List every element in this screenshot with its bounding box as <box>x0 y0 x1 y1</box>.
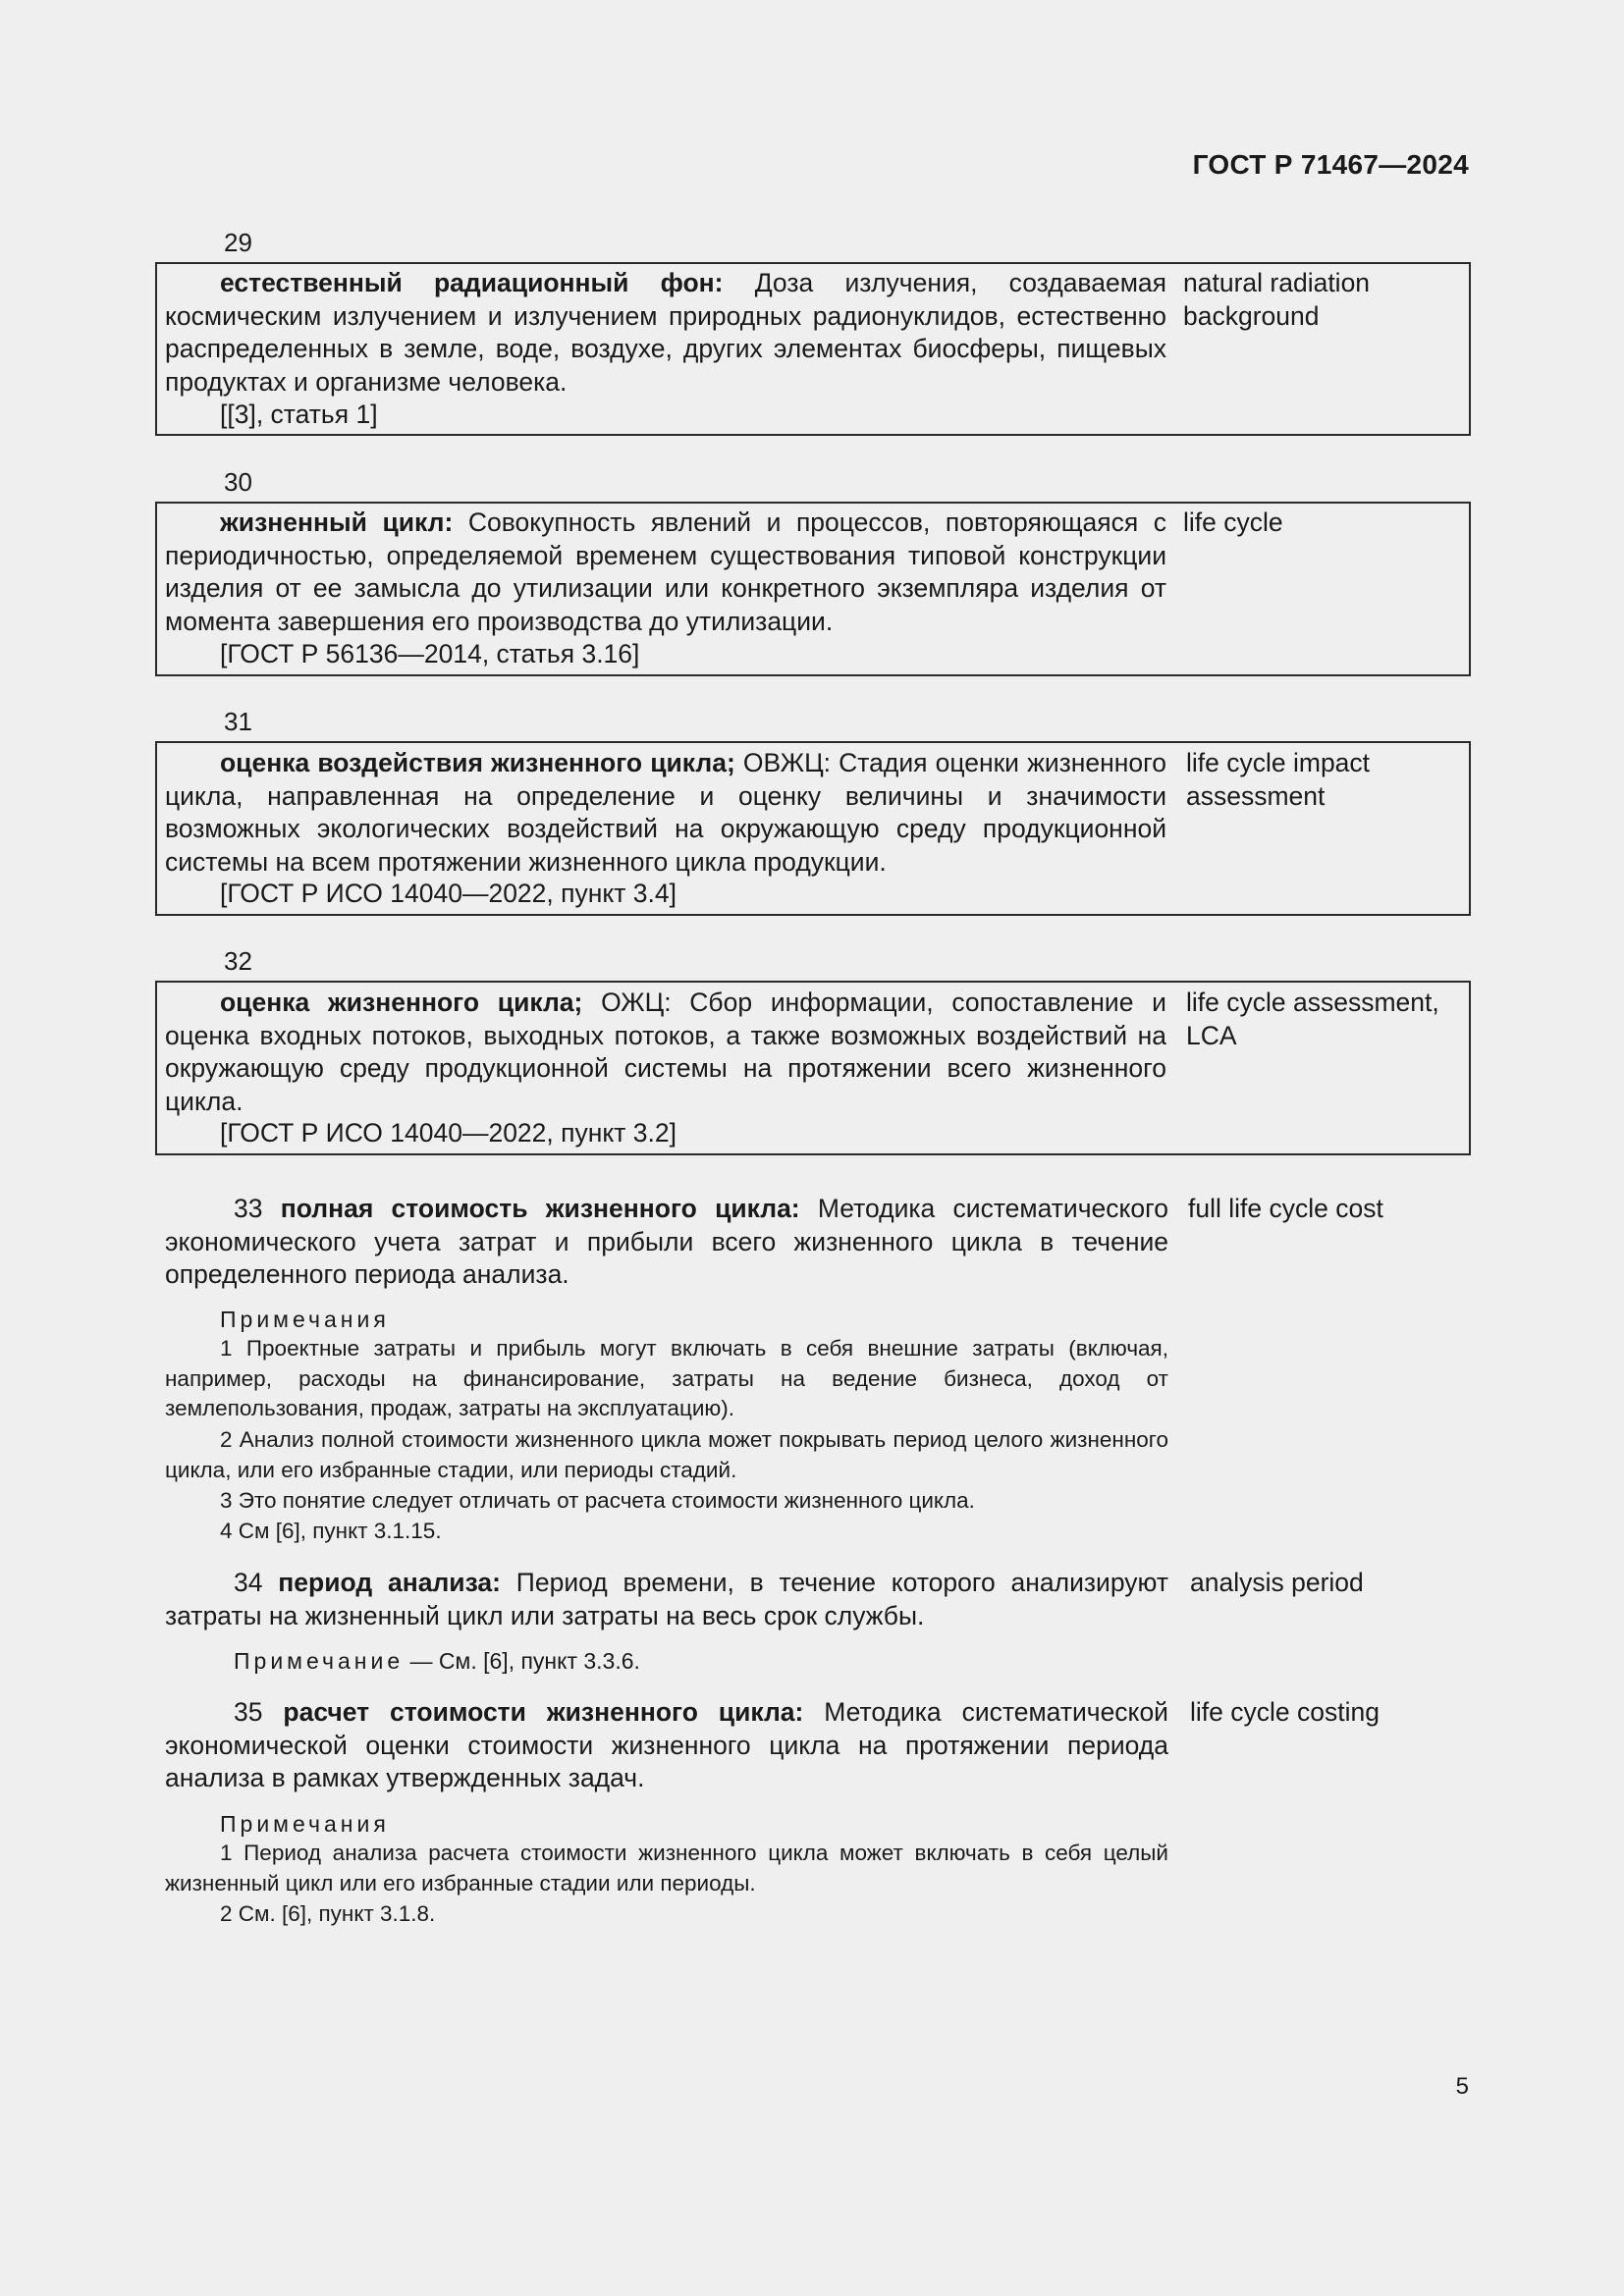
term-name: период анализа: <box>278 1568 501 1597</box>
term-source: [[3], статья 1] <box>220 400 378 429</box>
document-code: ГОСТ Р 71467—2024 <box>1192 149 1469 180</box>
term-definition <box>165 1567 1168 1632</box>
term-name: расчет стоимости жизненного цикла: <box>283 1697 804 1727</box>
entry-number: 34 <box>234 1568 263 1597</box>
term-source: [ГОСТ Р ИСО 14040—2022, пункт 3.4] <box>220 879 677 908</box>
entry-number: 35 <box>234 1697 263 1727</box>
term-name: оценка воздействия жизненного цикла; <box>220 748 735 777</box>
term-definition <box>165 747 1166 879</box>
note-item: 4 См [6], пункт 3.1.15. <box>220 1519 442 1543</box>
note-label: Примечание <box>234 1648 405 1674</box>
term-definition <box>165 987 1166 1118</box>
term-definition <box>165 1193 1168 1292</box>
note-item: 1 Проектные затраты и прибыль могут включать в себя внешние затраты (включая, например, расходы на финансирование, затраты на ведение бизнеса, доход от землепользования, продаж, затраты на эксплуатацию). <box>165 1336 1168 1420</box>
english-equivalent: full life cycle cost <box>1188 1194 1383 1223</box>
term-source: [ГОСТ Р ИСО 14040—2022, пункт 3.2] <box>220 1118 677 1148</box>
definition-text: Совокупность явлений и процессов, повторяющаяся с периодичностью, определяемой временем существования типовой конструкции изделия от ее замысла до утилизации или конкретного экземпляра изделия от момента завершения его производства до утилизации. <box>165 507 1166 636</box>
definition-text: Методика систематического экономического учета затрат и прибыли всего жизненного цикла в течение определенного периода анализа. <box>165 1194 1168 1289</box>
term-source: [ГОСТ Р 56136—2014, статья 3.16] <box>220 639 640 668</box>
english-equivalent: life cycle assessment, LCA <box>1186 988 1439 1050</box>
entry-number: 32 <box>224 946 252 976</box>
notes-heading: Примечания <box>220 1307 390 1332</box>
english-equivalent: life cycle <box>1183 507 1283 537</box>
english-equivalent: natural radiation background <box>1183 268 1371 331</box>
note-item: 2 Анализ полной стоимости жизненного цикла может покрывать период целого жизненного цикла, или его избранные стадии, или периоды стадий. <box>165 1427 1168 1482</box>
definition-text: Доза излучения, создаваемая космическим излучением и излучением природных радионуклидов, естественно распределенных в земле, воде, воздухе, других элементах биосферы, пищевых продуктах и организме человека. <box>165 268 1166 397</box>
definition-text: ОЖЦ: Сбор информации, сопоставление и оценка входных потоков, выходных потоков, а также возможных воздействий на окружающую среду продукционной системы на протяжении всего жизненного цикла. <box>165 988 1166 1116</box>
entry-number: 30 <box>224 467 252 497</box>
notes-heading: Примечания <box>220 1811 390 1837</box>
page-number: 5 <box>1455 2073 1469 2100</box>
english-equivalent: analysis period <box>1190 1568 1364 1597</box>
single-note <box>234 1646 640 1676</box>
term-name: естественный радиационный фон: <box>220 268 724 297</box>
term-name: оценка жизненного цикла; <box>220 988 583 1017</box>
entry-number: 33 <box>234 1194 263 1223</box>
definition-text: Методика систематической экономической оценки стоимости жизненного цикла на протяжении периода анализа в рамках утвержденных задач. <box>165 1697 1168 1792</box>
note-text: — См. [6], пункт 3.3.6. <box>404 1648 640 1674</box>
note-item: 3 Это понятие следует отличать от расчета стоимости жизненного цикла. <box>220 1488 975 1513</box>
definition-text: ОВЖЦ: Стадия оценки жизненного цикла, направленная на определение и оценку величины и значимости возможных экологических воздействий на окружающую среду продукционной системы на всем протяжении жизненного цикла продукции. <box>165 748 1166 877</box>
definition-text: Период времени, в течение которого анализируют затраты на жизненный цикл или затраты на весь срок службы. <box>165 1568 1168 1630</box>
note-item: 1 Период анализа расчета стоимости жизненного цикла может включать в себя целый жизненный цикл или его избранные стадии или периоды. <box>165 1841 1168 1896</box>
term-name: полная стоимость жизненного цикла: <box>280 1194 800 1223</box>
term-name: жизненный цикл: <box>220 507 454 537</box>
entry-number: 29 <box>224 228 252 257</box>
note-item: 2 См. [6], пункт 3.1.8. <box>220 1901 436 1926</box>
english-equivalent: life cycle costing <box>1190 1697 1380 1727</box>
english-equivalent: life cycle impact assessment <box>1186 748 1371 811</box>
term-definition <box>165 1696 1168 1795</box>
term-definition <box>165 267 1166 399</box>
entry-number: 31 <box>224 707 252 736</box>
term-definition <box>165 507 1166 638</box>
